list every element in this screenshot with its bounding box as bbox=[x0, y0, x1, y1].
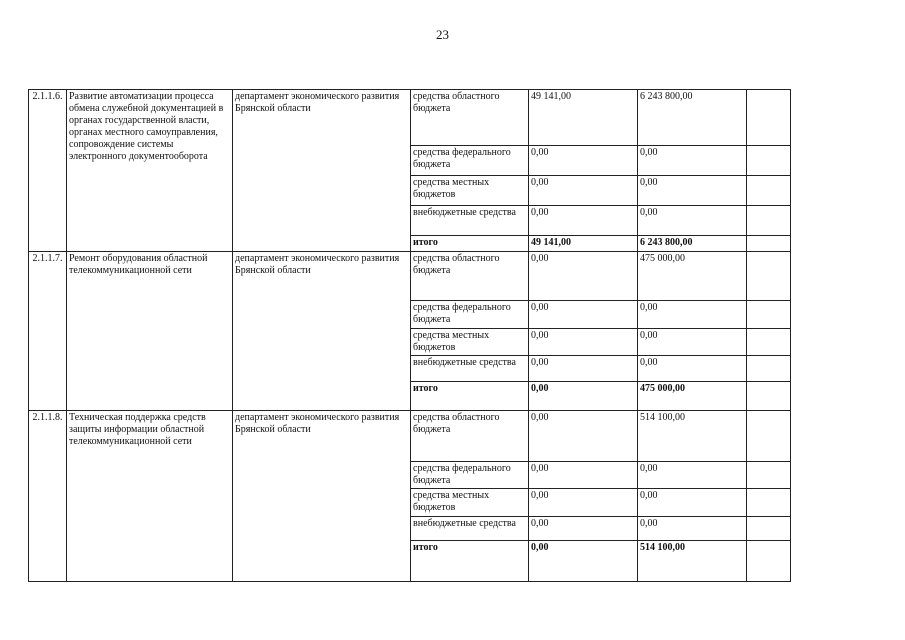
amount-column-1: 0,00 bbox=[529, 382, 638, 411]
amount-column-2: 475 000,00 bbox=[638, 252, 747, 301]
empty-cell bbox=[747, 301, 791, 329]
empty-cell bbox=[747, 356, 791, 382]
amount-column-2: 0,00 bbox=[638, 462, 747, 489]
amount-column-1: 0,00 bbox=[529, 146, 638, 176]
funding-source: итого bbox=[411, 382, 529, 411]
amount-column-1: 49 141,00 bbox=[529, 236, 638, 252]
funding-source: средства федерального бюджета bbox=[411, 301, 529, 329]
amount-column-1: 0,00 bbox=[529, 301, 638, 329]
amount-column-1: 0,00 bbox=[529, 206, 638, 236]
item-number: 2.1.1.8. bbox=[29, 411, 67, 582]
funding-source: средства федерального бюджета bbox=[411, 146, 529, 176]
empty-cell bbox=[747, 541, 791, 582]
empty-cell bbox=[747, 90, 791, 146]
funding-source: средства местных бюджетов bbox=[411, 329, 529, 356]
amount-column-1: 49 141,00 bbox=[529, 90, 638, 146]
amount-column-2: 0,00 bbox=[638, 329, 747, 356]
funding-source: средства областного бюджета bbox=[411, 90, 529, 146]
funding-source: внебюджетные средства bbox=[411, 517, 529, 541]
funding-source: средства федерального бюджета bbox=[411, 462, 529, 489]
funding-source: средства местных бюджетов bbox=[411, 176, 529, 206]
table-row bbox=[29, 252, 791, 301]
empty-cell bbox=[747, 489, 791, 517]
item-department: департамент экономического развития Брянской области bbox=[233, 90, 411, 252]
empty-cell bbox=[747, 329, 791, 356]
amount-column-1: 0,00 bbox=[529, 517, 638, 541]
budget-table-body bbox=[29, 90, 791, 582]
amount-column-2: 0,00 bbox=[638, 356, 747, 382]
table-row bbox=[29, 411, 791, 462]
item-name: Развитие автоматизации процесса обмена служебной документацией в органах государственной власти, органах местного самоуправления, сопровождение системы электронного документооборота bbox=[67, 90, 233, 252]
funding-source: итого bbox=[411, 236, 529, 252]
item-department: департамент экономического развития Брянской области bbox=[233, 252, 411, 411]
amount-column-1: 0,00 bbox=[529, 411, 638, 462]
amount-column-1: 0,00 bbox=[529, 462, 638, 489]
amount-column-2: 514 100,00 bbox=[638, 541, 747, 582]
funding-source: внебюджетные средства bbox=[411, 356, 529, 382]
item-name: Ремонт оборудования областной телекоммуникационной сети bbox=[67, 252, 233, 411]
item-number: 2.1.1.6. bbox=[29, 90, 67, 252]
empty-cell bbox=[747, 206, 791, 236]
amount-column-1: 0,00 bbox=[529, 356, 638, 382]
funding-source: средства областного бюджета bbox=[411, 411, 529, 462]
amount-column-2: 6 243 800,00 bbox=[638, 236, 747, 252]
amount-column-2: 0,00 bbox=[638, 176, 747, 206]
table-row bbox=[29, 90, 791, 146]
item-department: департамент экономического развития Брянской области bbox=[233, 411, 411, 582]
amount-column-2: 0,00 bbox=[638, 206, 747, 236]
amount-column-2: 0,00 bbox=[638, 489, 747, 517]
funding-source: итого bbox=[411, 541, 529, 582]
page-number: 23 bbox=[436, 27, 449, 42]
funding-source: средства областного бюджета bbox=[411, 252, 529, 301]
empty-cell bbox=[747, 517, 791, 541]
item-number: 2.1.1.7. bbox=[29, 252, 67, 411]
amount-column-2: 475 000,00 bbox=[638, 382, 747, 411]
item-name: Техническая поддержка средств защиты информации областной телекоммуникационной сети bbox=[67, 411, 233, 582]
empty-cell bbox=[747, 176, 791, 206]
amount-column-1: 0,00 bbox=[529, 489, 638, 517]
empty-cell bbox=[747, 146, 791, 176]
amount-column-2: 514 100,00 bbox=[638, 411, 747, 462]
amount-column-1: 0,00 bbox=[529, 541, 638, 582]
amount-column-1: 0,00 bbox=[529, 329, 638, 356]
empty-cell bbox=[747, 382, 791, 411]
empty-cell bbox=[747, 252, 791, 301]
amount-column-2: 0,00 bbox=[638, 146, 747, 176]
amount-column-2: 0,00 bbox=[638, 301, 747, 329]
amount-column-1: 0,00 bbox=[529, 252, 638, 301]
empty-cell bbox=[747, 462, 791, 489]
amount-column-2: 0,00 bbox=[638, 517, 747, 541]
funding-source: средства местных бюджетов bbox=[411, 489, 529, 517]
budget-table bbox=[28, 89, 791, 582]
amount-column-2: 6 243 800,00 bbox=[638, 90, 747, 146]
empty-cell bbox=[747, 236, 791, 252]
funding-source: внебюджетные средства bbox=[411, 206, 529, 236]
empty-cell bbox=[747, 411, 791, 462]
amount-column-1: 0,00 bbox=[529, 176, 638, 206]
